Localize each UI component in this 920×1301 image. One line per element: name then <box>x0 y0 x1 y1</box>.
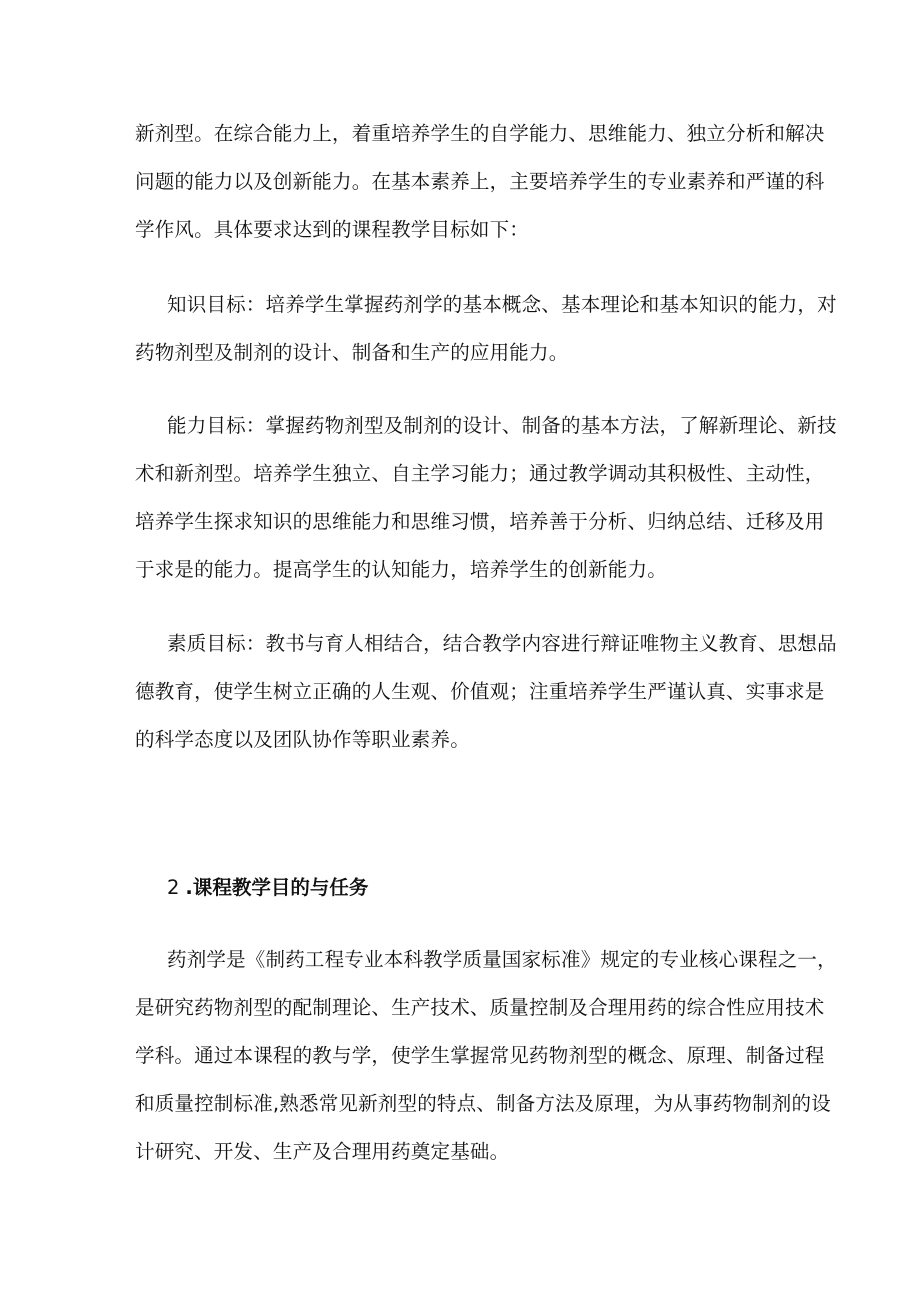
intro-line-1: 新剂型。在综合能力上，着重培养学生的自学能力、思维能力、独立分析和解决 <box>135 122 825 145</box>
ability-goal-line-1: 能力目标：掌握药物剂型及制剂的设计、制备的基本方法，了解新理论、新技 <box>167 414 837 437</box>
purpose-line-2: 是研究药物剂型的配制理论、生产技术、质量控制及合理用药的综合性应用技术 <box>135 996 825 1019</box>
ability-goal-line-3: 培养学生探求知识的思维能力和思维习惯，培养善于分析、归纳总结、迁移及用 <box>135 510 825 533</box>
purpose-line-3: 学科。通过本课程的教与学，使学生掌握常见药物剂型的概念、原理、制备过程 <box>135 1044 825 1067</box>
knowledge-goal-line-1: 知识目标：培养学生掌握药剂学的基本概念、基本理论和基本知识的能力，对 <box>167 293 837 316</box>
section-title: .课程教学目的与任务 <box>185 876 369 899</box>
intro-line-2: 问题的能力以及创新能力。在基本素养上，主要培养学生的专业素养和严谨的科 <box>135 170 825 193</box>
quality-goal-line-1: 素质目标：教书与育人相结合，结合教学内容进行辩证唯物主义教育、思想品 <box>167 632 837 655</box>
quality-goal-line-2: 德教育，使学生树立正确的人生观、价值观；注重培养学生严谨认真、实事求是 <box>135 680 825 703</box>
quality-goal-line-3: 的科学态度以及团队协作等职业素养。 <box>135 728 470 751</box>
section-number: 2 <box>167 876 180 899</box>
purpose-line-1: 药剂学是《制药工程专业本科教学质量国家标准》规定的专业核心课程之一， <box>167 948 837 971</box>
intro-line-3: 学作风。具体要求达到的课程教学目标如下： <box>135 218 530 241</box>
ability-goal-line-2: 术和新剂型。培养学生独立、自主学习能力；通过教学调动其积极性、主动性， <box>135 462 825 485</box>
knowledge-goal-line-2: 药物剂型及制剂的设计、制备和生产的应用能力。 <box>135 341 569 364</box>
section-heading <box>167 876 368 900</box>
purpose-line-5: 计研究、开发、生产及合理用药奠定基础。 <box>135 1140 510 1163</box>
purpose-line-4: 和质量控制标准,熟悉常见新剂型的特点、制备方法及原理，为从事药物制剂的设 <box>135 1092 831 1115</box>
ability-goal-line-4: 于求是的能力。提高学生的认知能力，培养学生的创新能力。 <box>135 558 667 581</box>
